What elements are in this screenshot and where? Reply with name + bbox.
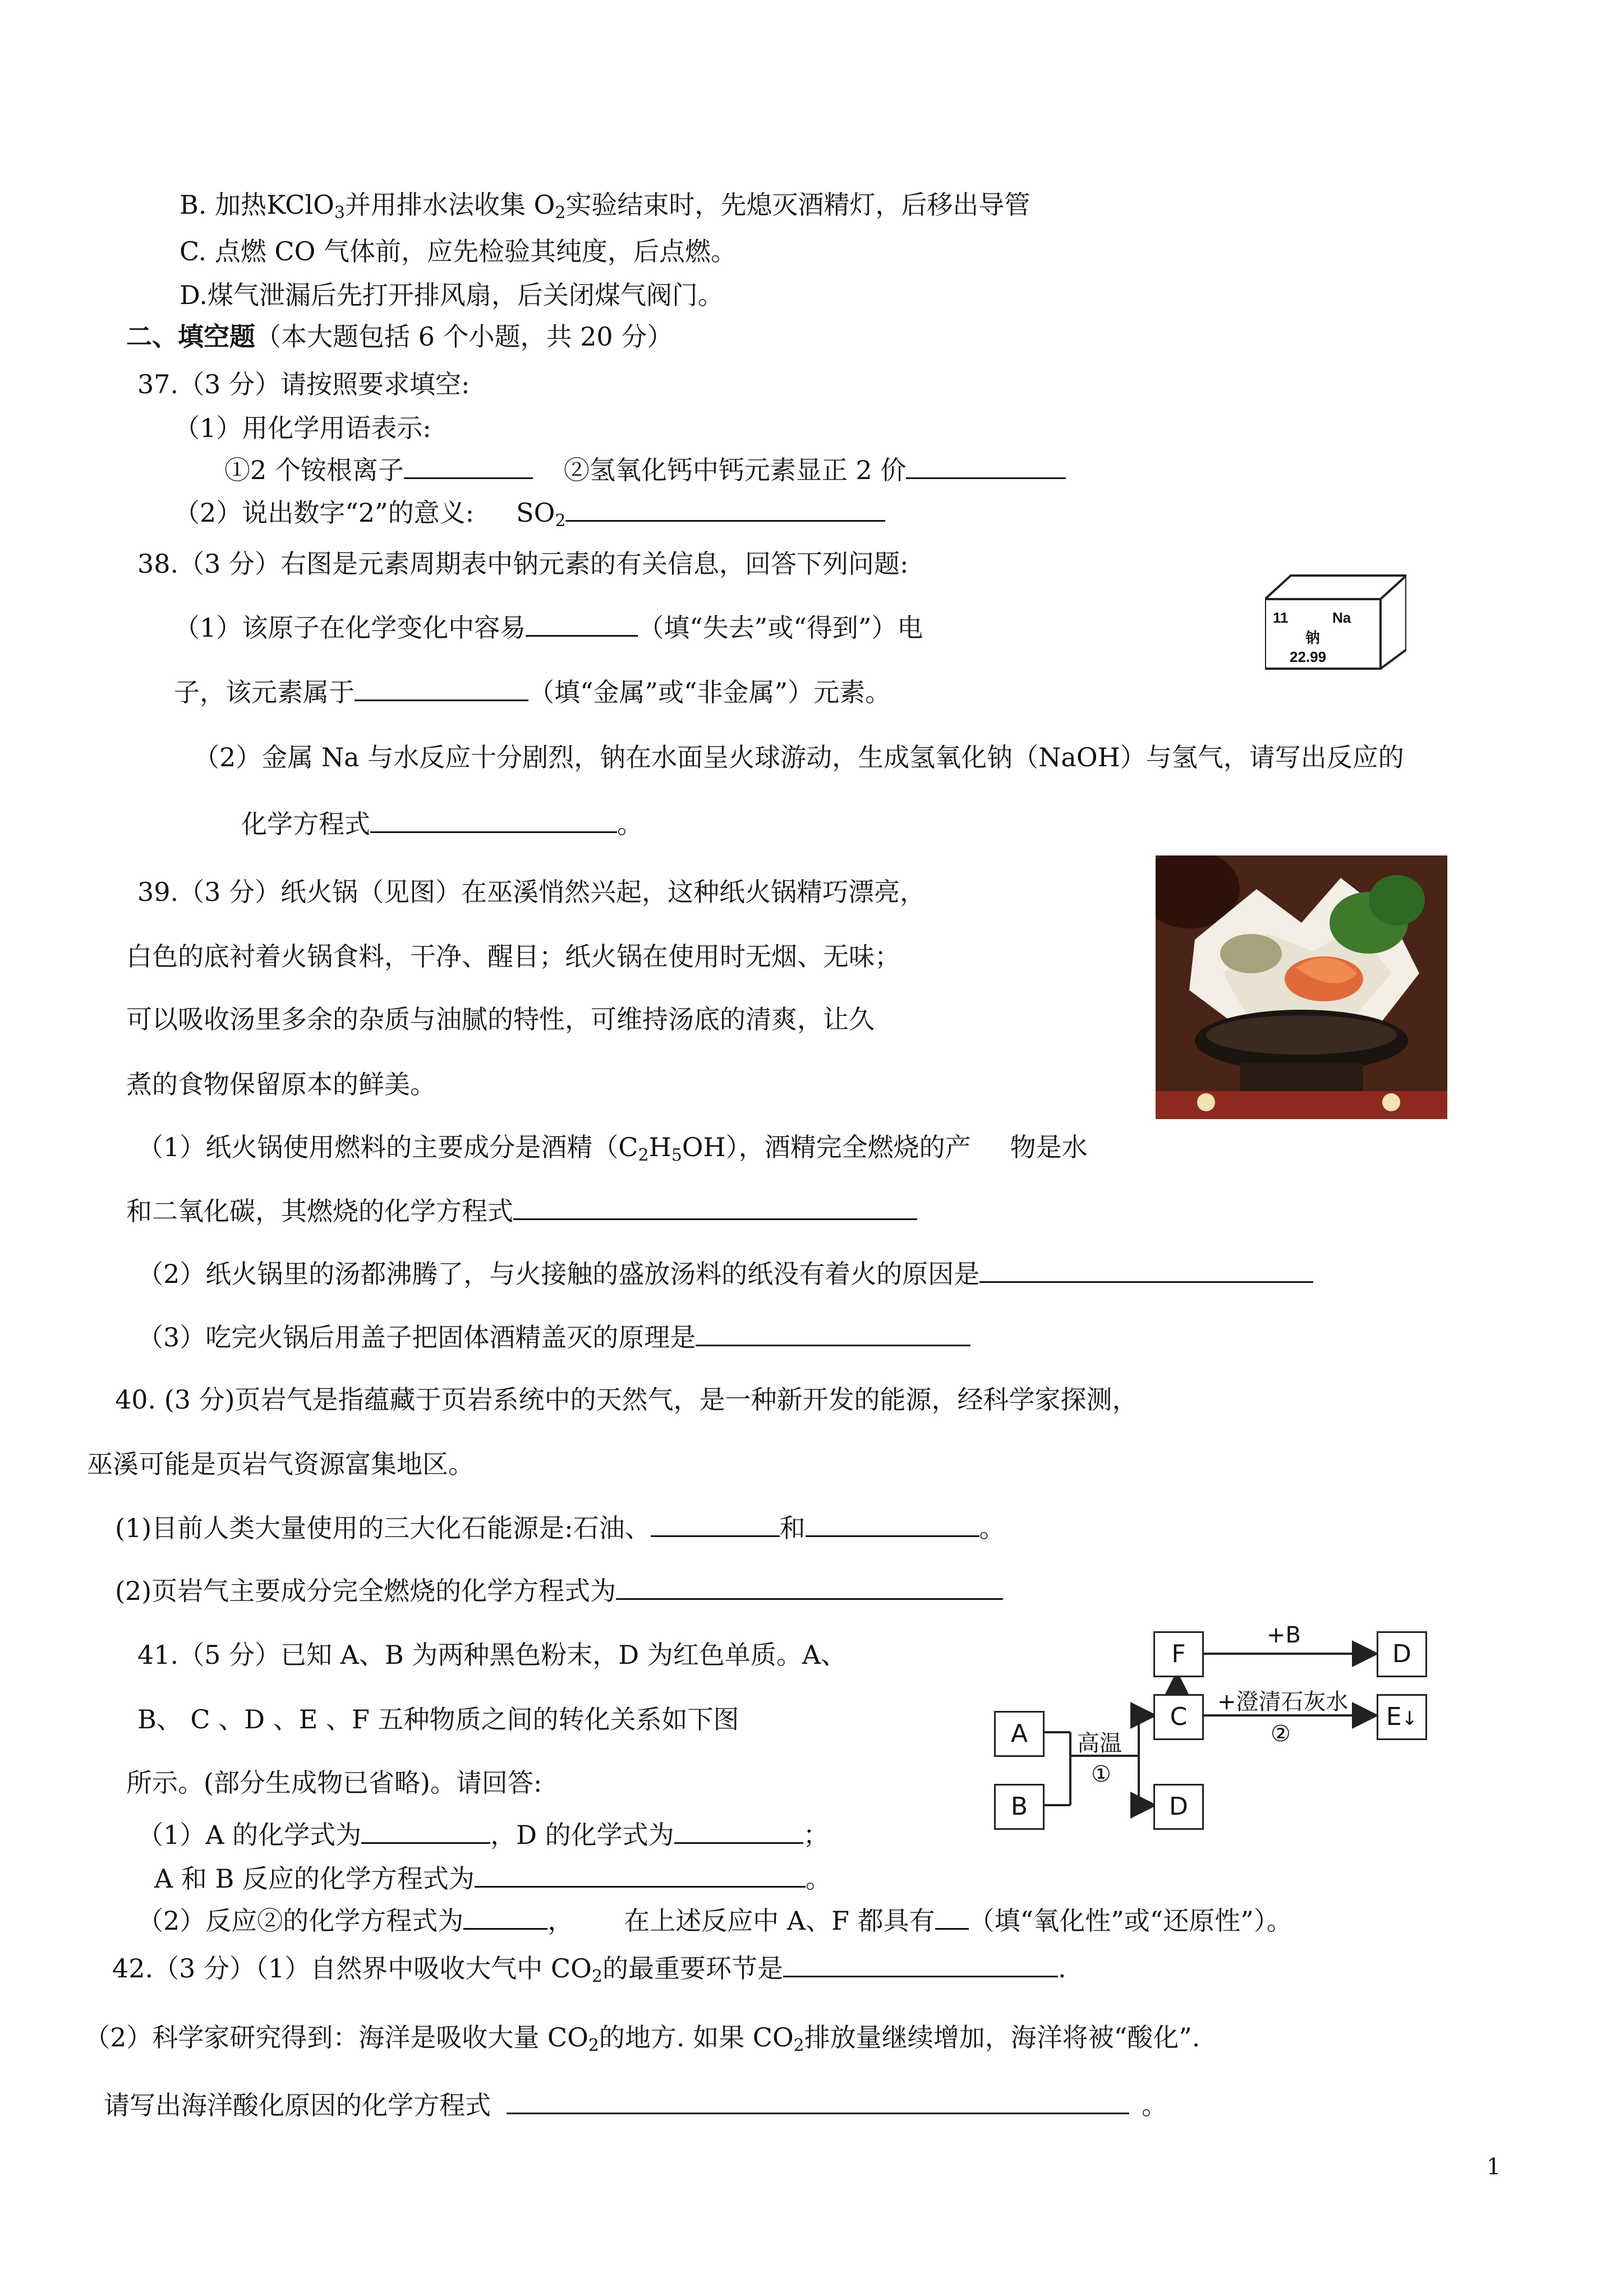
answer-blank[interactable] bbox=[696, 1320, 970, 1346]
answer-blank[interactable] bbox=[565, 495, 885, 522]
q39-part1: （1）纸火锅使用燃料的主要成分是酒精$(C_2H_5OH)$，酒精完全燃烧的产 物是水 bbox=[137, 1132, 1088, 1165]
answer-blank[interactable] bbox=[674, 1818, 803, 1844]
atomic-mass: 22.99 bbox=[1290, 648, 1327, 665]
q37-part1: （1）用化学用语表示: bbox=[174, 413, 431, 443]
answer-blank[interactable] bbox=[361, 1818, 490, 1844]
q41-stem: 41.（5 分）已知 A、B 为两种黑色粉末，D 为红色单质。A、 bbox=[137, 1640, 847, 1670]
answer-blank[interactable] bbox=[475, 1861, 806, 1888]
page-number: 1 bbox=[1487, 2154, 1501, 2180]
option-d: D.煤气泄漏后先打开排风扇，后关闭煤气阀门。 bbox=[180, 280, 724, 310]
q39-part2: （2）纸火锅里的汤都沸腾了，与火接触的盛放汤料的纸没有着火的原因是 bbox=[137, 1257, 1313, 1291]
q38-part1-cont: 子，该元素属于 （填“金属”或“非金属”）元素。 bbox=[174, 675, 891, 709]
box-d-lower: D bbox=[1153, 1784, 1204, 1830]
answer-blank[interactable] bbox=[906, 453, 1066, 479]
q42-stem: 42.（3 分）（1）自然界中吸收大气中 $CO_2$的最重要环节是 . bbox=[112, 1951, 1066, 1985]
q39-part1-cont: 和二氧化碳，其燃烧的化学方程式 bbox=[126, 1194, 917, 1228]
q38-stem: 38.（3 分）右图是元素周期表中钠元素的有关信息，回答下列问题: bbox=[137, 549, 909, 579]
section-2-heading: 二、填空题（本大题包括 6 个小题，共 20 分） bbox=[126, 321, 673, 352]
reaction-diagram bbox=[987, 1621, 1481, 1840]
answer-blank[interactable] bbox=[355, 675, 528, 701]
answer-blank[interactable] bbox=[783, 1951, 1058, 1977]
q40-stem: 40. (3 分)页岩气是指蕴藏于页岩系统中的天然气，是一种新开发的能源，经科学家探测， bbox=[115, 1384, 1138, 1415]
box-d-upper: D bbox=[1377, 1631, 1427, 1677]
q39-stem-3: 可以吸收汤里多余的杂质与油腻的特性，可维持汤底的清爽，让久 bbox=[126, 1004, 875, 1034]
step-2-label: ② bbox=[1271, 1721, 1291, 1747]
answer-blank[interactable] bbox=[651, 1511, 780, 1537]
answer-blank[interactable] bbox=[935, 1903, 969, 1930]
q38-part1: （1）该原子在化学变化中容易 （填“失去”或“得到”）电 bbox=[174, 610, 923, 645]
q41-stem-3: 所示。(部分生成物已省略)。请回答: bbox=[126, 1768, 542, 1798]
box-b: B bbox=[994, 1784, 1045, 1830]
q38-part2-cont: 化学方程式 。 bbox=[241, 807, 643, 841]
box-c: C bbox=[1153, 1694, 1204, 1740]
answer-blank[interactable] bbox=[979, 1257, 1313, 1283]
condition-high-temp: 高温 bbox=[1077, 1731, 1122, 1756]
answer-blank[interactable] bbox=[507, 2088, 1129, 2114]
q39-part3: （3）吃完火锅后用盖子把固体酒精盖灭的原理是 bbox=[137, 1320, 970, 1354]
q37-stem: 37.（3 分）请按照要求填空: bbox=[137, 369, 470, 399]
answer-blank[interactable] bbox=[513, 1194, 917, 1220]
option-b: B. 加热KClO$_3$并用排水法收集 $O_2$实验结束时，先熄灭酒精灯，后移出导管 bbox=[180, 190, 1030, 223]
q42-part2: （2）科学家研究得到：海洋是吸收大量 $CO_2$的地方. 如果 $CO_2$排放量继续增加，海洋将被“酸化”. bbox=[84, 2022, 1200, 2055]
q41-part1-cont: A 和 B 反应的化学方程式为 。 bbox=[154, 1861, 831, 1895]
answer-blank[interactable] bbox=[616, 1573, 1003, 1600]
q39-stem: 39.（3 分）纸火锅（见图）在巫溪悄然兴起，这种纸火锅精巧漂亮， bbox=[137, 877, 926, 907]
q39-stem-2: 白色的底衬着火锅食料，干净、醒目；纸火锅在使用时无烟、无味； bbox=[126, 941, 900, 972]
step-1-label: ① bbox=[1091, 1761, 1111, 1787]
q41-part1: （1）A 的化学式为 ，D 的化学式为 ； bbox=[137, 1818, 829, 1852]
paper-hotpot-photo bbox=[1156, 855, 1447, 1119]
plus-b-label: +B bbox=[1267, 1622, 1301, 1648]
q41-stem-2: B、 C 、D 、E 、F 五种物质之间的转化关系如下图 bbox=[137, 1704, 739, 1734]
q37-part1-items: ①2 个铵根离子 ②氢氧化钙中钙元素显正 2 价 bbox=[224, 453, 1066, 487]
q40-part2: (2)页岩气主要成分完全燃烧的化学方程式为 bbox=[115, 1573, 1003, 1608]
q42-part3: 请写出海洋酸化原因的化学方程式 。 bbox=[104, 2088, 1167, 2122]
q40-stem-2: 巫溪可能是页岩气资源富集地区。 bbox=[87, 1449, 474, 1479]
q41-part2: （2）反应②的化学方程式为 ， 在上述反应中 A、F 都具有 （填“氧化性”或“还原性”）。 bbox=[137, 1903, 1292, 1938]
element-name: 钠 bbox=[1305, 630, 1321, 647]
answer-blank[interactable] bbox=[526, 610, 638, 637]
q37-part2: （2）说出数字“2”的意义: $SO_2$ bbox=[174, 495, 885, 530]
q40-part1: (1)目前人类大量使用的三大化石能源是:石油、 和 。 bbox=[115, 1511, 1005, 1545]
q38-part2: （2）金属 Na 与水反应十分剧烈，钠在水面呈火球游动，生成氢氧化钠（NaOH）与氢气，请写出反应的 bbox=[194, 742, 1404, 772]
answer-blank[interactable] bbox=[463, 1903, 548, 1930]
answer-blank[interactable] bbox=[370, 807, 617, 833]
q39-stem-4: 煮的食物保留原本的鲜美。 bbox=[126, 1069, 436, 1099]
limewater-label: +澄清石灰水 bbox=[1217, 1689, 1349, 1715]
sodium-element-card bbox=[1265, 571, 1406, 670]
element-symbol: Na bbox=[1332, 609, 1351, 626]
option-c: C. 点燃 CO 气体前，应先检验其纯度，后点燃。 bbox=[180, 236, 737, 266]
box-e: E↓ bbox=[1377, 1694, 1427, 1740]
answer-blank[interactable] bbox=[806, 1511, 979, 1537]
atomic-number: 11 bbox=[1273, 609, 1289, 626]
box-f: F bbox=[1153, 1631, 1204, 1677]
answer-blank[interactable] bbox=[404, 453, 533, 479]
box-a: A bbox=[994, 1711, 1045, 1757]
